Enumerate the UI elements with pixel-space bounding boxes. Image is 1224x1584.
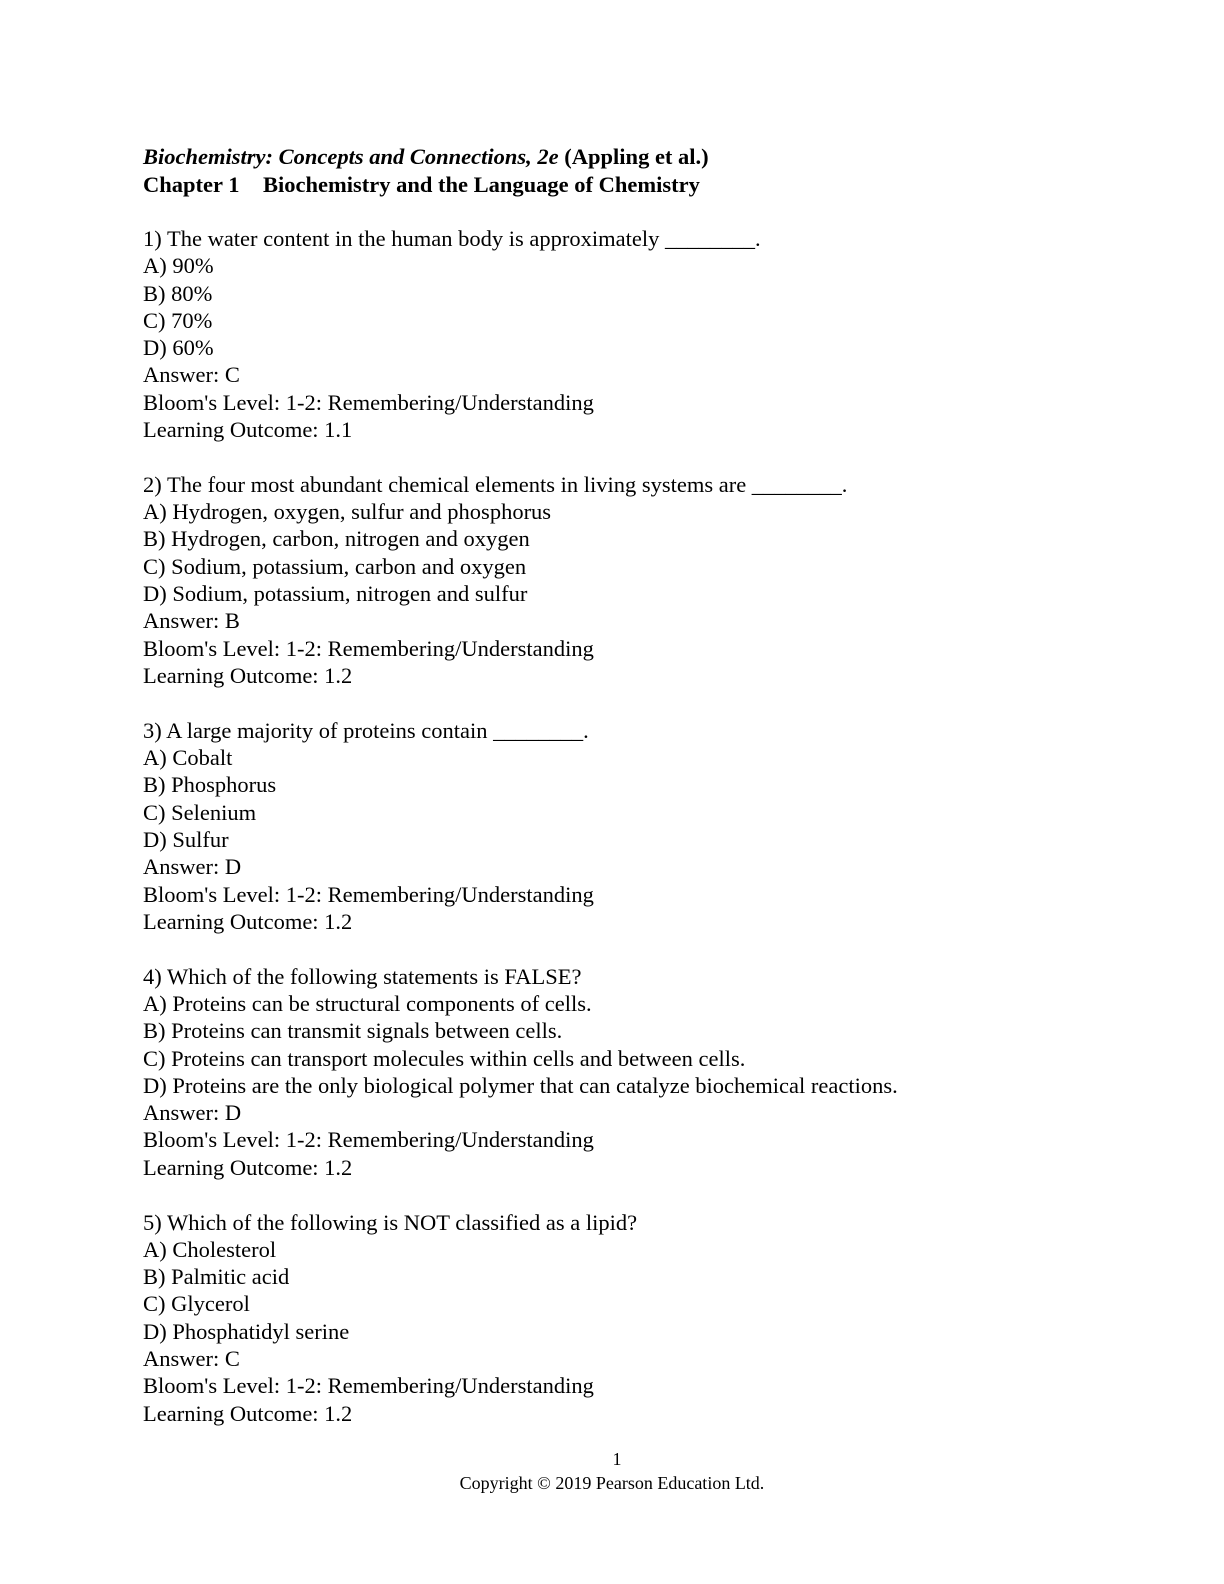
option-a: A) 90% <box>143 253 214 279</box>
option-c: C) Proteins can transport molecules within cells and between cells. <box>143 1045 746 1071</box>
option-a: A) Cholesterol <box>143 1236 277 1262</box>
option-d: D) Sodium, potassium, nitrogen and sulfur <box>143 581 528 607</box>
chapter-heading <box>143 171 1103 199</box>
answer: Answer: D <box>143 854 242 880</box>
page-number: 1 <box>612 1449 622 1469</box>
book-authors: (Appling et al.) <box>564 144 709 169</box>
option-d: D) 60% <box>143 335 214 361</box>
question-stem: 5) Which of the following is NOT classified as a lipid? <box>143 1209 638 1235</box>
question-stem: 2) The four most abundant chemical elements in living systems are ________. <box>143 471 848 497</box>
document-page <box>143 143 1103 1454</box>
question-stem: 1) The water content in the human body is approximately ________. <box>143 226 761 251</box>
option-c: C) Glycerol <box>143 1291 250 1317</box>
copyright-notice: Copyright © 2019 Pearson Education Ltd. <box>459 1473 765 1493</box>
option-b: B) Palmitic acid <box>143 1264 290 1290</box>
book-title-line <box>143 143 1103 171</box>
option-d: D) Phosphatidyl serine <box>143 1318 350 1344</box>
answer: Answer: B <box>143 608 240 634</box>
learning-outcome: Learning Outcome: 1.2 <box>143 1154 353 1180</box>
question-list <box>143 225 1103 1427</box>
book-title: Biochemistry: Concepts and Connections, 2e <box>143 144 559 169</box>
learning-outcome: Learning Outcome: 1.2 <box>143 1400 353 1426</box>
question-2 <box>143 471 1103 689</box>
answer: Answer: C <box>143 362 240 388</box>
option-a: A) Hydrogen, oxygen, sulfur and phosphorus <box>143 499 552 525</box>
question-stem: 4) Which of the following statements is FALSE? <box>143 963 582 989</box>
option-b: B) Phosphorus <box>143 772 277 798</box>
learning-outcome: Learning Outcome: 1.2 <box>143 662 353 688</box>
option-b: B) 80% <box>143 280 213 306</box>
option-a: A) Cobalt <box>143 745 233 771</box>
blooms-level: Bloom's Level: 1-2: Remembering/Understanding <box>143 1373 594 1399</box>
option-c: C) Selenium <box>143 799 257 825</box>
question-3 <box>143 717 1103 935</box>
chapter-title: Biochemistry and the Language of Chemistry <box>263 171 700 197</box>
option-b: B) Hydrogen, carbon, nitrogen and oxygen <box>143 526 530 552</box>
answer: Answer: C <box>143 1345 240 1371</box>
option-d: D) Sulfur <box>143 826 229 852</box>
blooms-level: Bloom's Level: 1-2: Remembering/Understanding <box>143 635 594 661</box>
answer: Answer: D <box>143 1100 242 1126</box>
learning-outcome: Learning Outcome: 1.2 <box>143 908 353 934</box>
blooms-level: Bloom's Level: 1-2: Remembering/Understanding <box>143 1127 594 1153</box>
option-c: C) Sodium, potassium, carbon and oxygen <box>143 553 527 579</box>
page-footer <box>0 1447 1224 1495</box>
option-b: B) Proteins can transmit signals between cells. <box>143 1018 563 1044</box>
chapter-number: Chapter 1 <box>143 171 240 197</box>
question-1 <box>143 225 1103 443</box>
blooms-level: Bloom's Level: 1-2: Remembering/Understanding <box>143 881 594 907</box>
option-a: A) Proteins can be structural components of cells. <box>143 990 592 1016</box>
blooms-level: Bloom's Level: 1-2: Remembering/Understanding <box>143 389 594 415</box>
question-5 <box>143 1209 1103 1427</box>
learning-outcome: Learning Outcome: 1.1 <box>143 417 353 443</box>
option-d: D) Proteins are the only biological polymer that can catalyze biochemical reactions. <box>143 1072 898 1098</box>
option-c: C) 70% <box>143 307 213 333</box>
question-4 <box>143 963 1103 1181</box>
question-stem: 3) A large majority of proteins contain ________. <box>143 717 589 743</box>
